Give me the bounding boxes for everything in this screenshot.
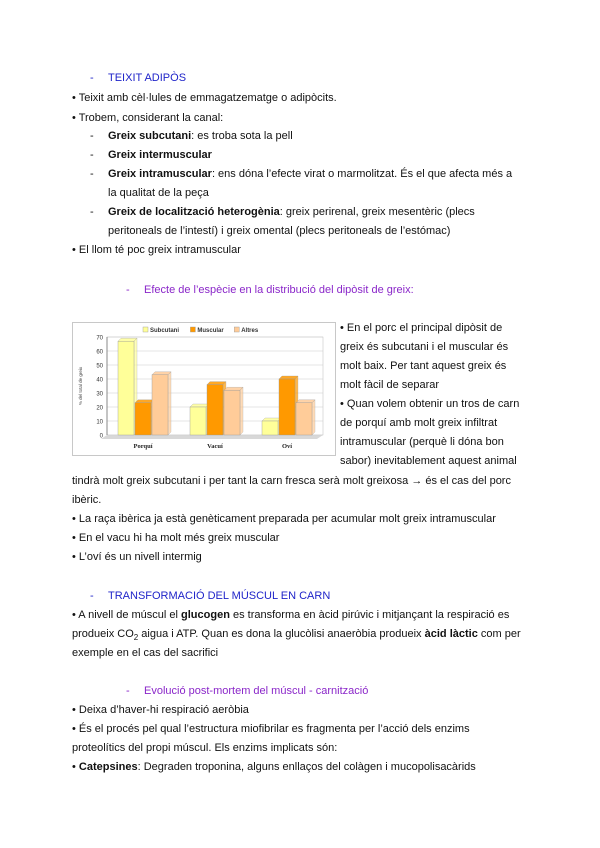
subsection-heading-efecte-especie: - Efecte de l’espècie en la distribució del dipòsit de greix:	[126, 284, 414, 296]
bar	[262, 421, 278, 435]
bar	[207, 385, 223, 435]
list-item: - Greix de localització heterogènia: greix perirenal, greix mesentèric (plecs	[90, 206, 475, 218]
list-item: - Greix intramuscular: ens dóna l’efecte virat o marmolitzat. És el que afecta més a	[90, 168, 513, 180]
side-line: sabor) inevitablement aquest animal	[340, 455, 517, 467]
side-line: • En el porc el principal dipòsit de	[340, 322, 503, 334]
bar-side	[168, 372, 171, 435]
list-item-continuation: la qualitat de la peça	[108, 187, 209, 199]
section-heading-teixit-adipos: - TEIXIT ADIPÒS	[90, 72, 187, 84]
side-line: molt fàcil de separar	[340, 379, 440, 391]
bullet-text: • Trobem, considerant la canal:	[72, 112, 224, 124]
bar-side	[240, 387, 243, 435]
y-tick-label: 70	[96, 335, 103, 342]
bullet-text: • El llom té poc greix intramuscular	[72, 244, 241, 256]
bullet-text: • És el procés pel qual l’estructura miofibrilar es fragmenta per l’acció dels enzims	[72, 723, 470, 735]
x-tick-label: Oví	[281, 443, 293, 450]
side-line: de porquí amb molt greix infiltrat	[340, 417, 498, 429]
bar	[279, 379, 295, 435]
bar	[135, 403, 151, 435]
y-tick-label: 50	[96, 363, 103, 370]
list-item-continuation: peritoneals de l’intestí) i greix omental (plecs peritoneals de l’estómac)	[108, 225, 451, 237]
bar	[190, 407, 206, 435]
subsection-heading-evolucio: - Evolució post-mortem del múscul - carnització	[126, 685, 369, 697]
legend-swatch	[143, 327, 148, 332]
bar-top	[296, 400, 315, 403]
legend-label: Muscular	[197, 328, 224, 334]
list-item: - Greix subcutani: es troba sota la pell	[90, 130, 293, 142]
x-tick-label: Vacuí	[207, 443, 223, 450]
y-tick-label: 60	[96, 349, 103, 356]
list-item: - Greix intermuscular	[90, 149, 212, 161]
side-line: • Quan volem obtenir un tros de carn	[340, 398, 520, 410]
paragraph-line: proteolítics del propi múscul. Els enzims implicats són:	[72, 742, 338, 754]
side-line: intramuscular (perquè li dóna bon	[340, 436, 504, 448]
bar-top	[118, 338, 137, 341]
y-tick-label: 40	[96, 377, 103, 384]
bar	[118, 341, 134, 435]
paragraph-line: ibèric.	[72, 494, 102, 506]
bar	[296, 403, 312, 435]
y-tick-label: 10	[96, 419, 103, 426]
paragraph-line: exemple en el cas del sacrifici	[72, 647, 219, 659]
bar-top	[207, 382, 226, 385]
bar-chart	[73, 323, 335, 455]
bar-top	[135, 400, 154, 403]
bar	[224, 390, 240, 435]
bullet-text: • Catepsines: Degraden troponina, alguns enllaços del colàgen i mucopolisacàrids	[72, 761, 476, 773]
x-tick-label: Porquí	[133, 443, 153, 450]
bar-top	[190, 404, 209, 407]
bar-chart-container	[72, 322, 336, 456]
y-axis-label: % del total de greix	[78, 366, 83, 406]
bullet-text: • En el vacu hi ha molt més greix muscular	[72, 532, 280, 544]
bar-top	[152, 372, 171, 375]
legend-swatch	[234, 327, 239, 332]
bar-side	[312, 400, 315, 435]
section-heading-transformacio: - TRANSFORMACIÓ DEL MÚSCUL EN CARN	[90, 590, 331, 602]
side-paragraph	[340, 319, 519, 471]
y-tick-label: 30	[96, 391, 103, 398]
bar-top	[279, 376, 298, 379]
bullet-text: • Teixit amb cèl·lules de emmagatzematge o adipòcits.	[72, 92, 337, 104]
paragraph-line: • A nivell de múscul el glucogen es transforma en àcid pirúvic i mitjançant la respiració es	[72, 609, 510, 621]
plot-floor	[101, 435, 323, 439]
y-tick-label: 20	[96, 405, 103, 412]
bullet-text: • L’oví és un nivell intermig	[72, 551, 202, 563]
paragraph-line: produeix $CO_2$ aigua i ATP. Quan es dona la glucòlisi anaeròbia produeix àcid làctic com per	[72, 628, 521, 643]
legend-label: Altres	[241, 328, 259, 334]
legend-swatch	[190, 327, 195, 332]
side-line: molt baix. Per tant aquest greix és	[340, 360, 507, 372]
bullet-text: • La raça ibèrica ja està genèticament preparada per acumular molt greix intramuscular	[72, 513, 496, 525]
bar-top	[224, 387, 243, 390]
legend-label: Subcutani	[150, 328, 180, 334]
bullet-text: • Deixa d’haver-hi respiració aeròbia	[72, 704, 249, 716]
y-tick-label: 0	[99, 433, 103, 440]
bar-top	[262, 418, 281, 421]
side-line: greix és subcutani i el muscular és	[340, 341, 509, 353]
bar	[152, 375, 168, 435]
paragraph-line: tindrà molt greix subcutani i per tant la carn fresca serà molt greixosa → és el cas del porc	[72, 475, 511, 487]
